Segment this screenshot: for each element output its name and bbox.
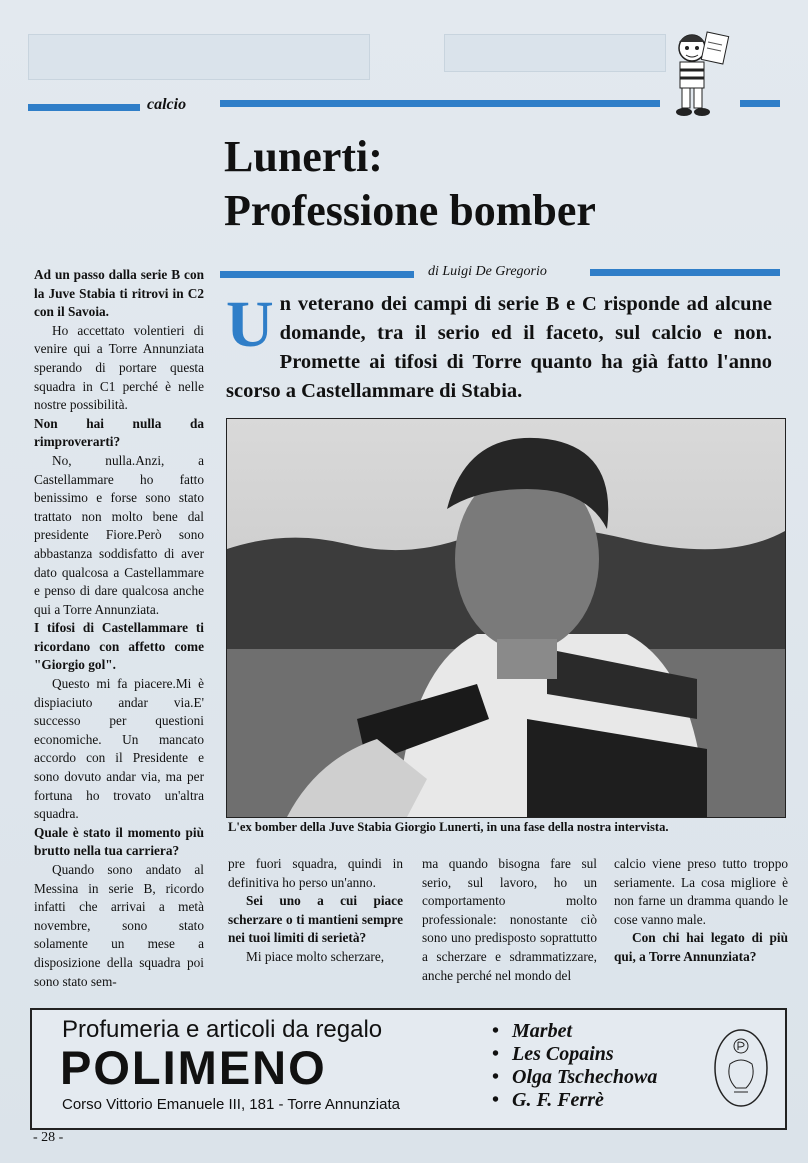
answer-4-cont: pre fuori squadra, quindi in definitiva ho perso un'anno. bbox=[228, 856, 403, 890]
rule-bar-byline-left bbox=[220, 271, 414, 278]
answer-3: Questo mi fa piacere.Mi è dispiaciuto andar via.E' successo per questioni economiche. Un mancato accordo con il Presidente e sono dovuto andar via, ma per fortuna ho trovato un'altra squadra. bbox=[34, 676, 204, 822]
ad-brand: • Les Copains bbox=[492, 1043, 657, 1066]
article-photo bbox=[226, 418, 786, 818]
ghost-frame-left bbox=[28, 34, 370, 80]
column-4 bbox=[614, 855, 788, 967]
question-5: Sei uno a cui piace scherzare o ti mantieni sempre nei tuoi limiti di serietà? bbox=[228, 893, 403, 946]
question-2: Non hai nulla da rimproverarti? bbox=[34, 415, 204, 450]
answer-2: No, nulla.Anzi, a Castellammare ho fatto benissimo e forse sono stato trattato non molto bene dal presidente Fiore.Però sono abbastanza soddisfatto di aver dato qualcosa a Castellammare e penso di dare qualcosa anche qui a Torre Annunziata. bbox=[34, 452, 204, 617]
ad-brand: • Olga Tschechowa bbox=[492, 1066, 657, 1089]
section-label: calcio bbox=[147, 96, 187, 113]
answer-1: Ho accettato volentieri di venire qui a Torre Annunziata sperando di portare questa squadra in C1 perché è nelle nostre possibilità. bbox=[34, 322, 204, 413]
question-4: Quale è stato il momento più brutto nella tua carriera? bbox=[34, 824, 204, 859]
question-6: Con chi hai legato di più qui, a Torre Annunziata? bbox=[614, 930, 788, 964]
ghost-frame-right bbox=[444, 34, 666, 72]
ad-store-name: POLIMENO bbox=[60, 1041, 327, 1094]
advertisement-box bbox=[30, 1008, 787, 1130]
rule-bar-top-left bbox=[28, 104, 140, 111]
photo-caption: L'ex bomber della Juve Stabia Giorgio Lunerti, in una fase della nostra intervista. bbox=[228, 820, 669, 834]
drop-cap: U bbox=[226, 288, 274, 361]
lead-paragraph bbox=[226, 290, 772, 406]
column-1 bbox=[34, 266, 204, 991]
question-3: I tifosi di Castellammare ti ricordano con affetto come "Giorgio gol". bbox=[34, 620, 204, 673]
rule-bar-byline-right bbox=[590, 269, 780, 276]
answer-4: Quando sono andato al Messina in serie B, ricordo infatti che arrivai a metà novembre, sono stato solamente un mese a disposizione della squadra poi sono stato sem- bbox=[34, 862, 204, 989]
question-1: Ad un passo dalla serie B con la Juve Stabia ti ritrovi in C2 con il Savoia. bbox=[34, 267, 204, 320]
answer-5: Mi piace molto scherzare, bbox=[246, 948, 385, 964]
answer-5-cont: ma quando bisogna fare sul serio, sul lavoro, ho un comportamento molto professionale: nonostante ciò sono uno predisposto soprattutto a scherzare e sdrammatizzare, anche perché nel mondo del bbox=[422, 856, 597, 983]
column-3 bbox=[422, 855, 597, 985]
answer-5-end: calcio viene preso tutto troppo seriamente. La cosa migliore è non farne un dramma quando le cose vanno male. bbox=[614, 856, 788, 927]
title-line-1: Lunerti: bbox=[224, 132, 383, 181]
ad-brand: • G. F. Ferrè bbox=[492, 1089, 657, 1112]
ad-brand-list bbox=[492, 1020, 657, 1112]
ad-subtitle: Profumeria e articoli da regalo bbox=[62, 1016, 383, 1043]
byline: di Luigi De Gregorio bbox=[428, 264, 547, 279]
article-title bbox=[224, 130, 784, 238]
photo-scene bbox=[227, 419, 785, 817]
page-number: - 28 - bbox=[33, 1130, 64, 1145]
ad-brand: • Marbet bbox=[492, 1020, 657, 1043]
rule-bar-top-main bbox=[220, 100, 660, 107]
rule-bar-top-right bbox=[740, 100, 780, 107]
ad-logo-icon bbox=[712, 1026, 770, 1110]
ad-address: Corso Vittorio Emanuele III, 181 - Torre Annunziata bbox=[62, 1096, 400, 1113]
lead-text: n veterano dei campi di serie B e C risponde ad alcune domande, tra il serio ed il faceto, sul calcio e non. Promette ai tifosi di Torre quanto ha già fatto l'anno scorso a Castellammare di Stabia. bbox=[226, 293, 772, 402]
title-line-2: Professione bomber bbox=[224, 186, 596, 235]
mascot-illustration bbox=[664, 28, 732, 120]
column-2 bbox=[228, 855, 403, 967]
